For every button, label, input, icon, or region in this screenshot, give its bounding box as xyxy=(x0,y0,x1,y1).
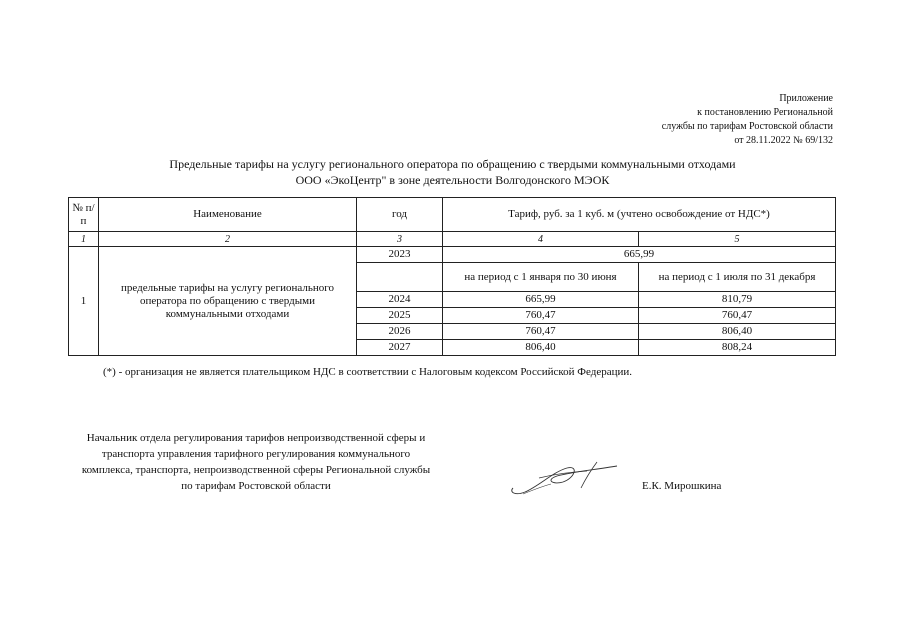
row-number: 1 xyxy=(69,247,99,356)
tariff-value: 665,99 xyxy=(443,247,836,263)
table-header-row xyxy=(69,198,836,232)
title-line-1: Предельные тарифы на услугу регионального оператора по обращению с твердыми коммунальными отходами xyxy=(169,157,736,171)
tariff-value: 806,40 xyxy=(639,324,836,340)
col-number: 5 xyxy=(639,232,836,247)
tariff-value: 810,79 xyxy=(639,292,836,308)
col-number: 3 xyxy=(357,232,443,247)
document-title xyxy=(60,156,845,188)
title-line-2: ООО «ЭкоЦентр" в зоне деятельности Волгодонского МЭОК xyxy=(295,173,610,187)
appendix-line-2: к постановлению Региональной xyxy=(697,107,833,118)
tariff-value: 760,47 xyxy=(443,324,639,340)
year-cell: 2024 xyxy=(357,292,443,308)
tariff-value: 760,47 xyxy=(639,308,836,324)
signer-name: Е.К. Мирошкина xyxy=(642,480,722,492)
tariff-table xyxy=(68,197,836,356)
footnote: (*) - организация не является плательщиком НДС в соответствии с Налоговым кодексом Российской Федерации. xyxy=(103,366,632,378)
column-number-row xyxy=(69,232,836,247)
col-number: 2 xyxy=(99,232,357,247)
year-cell: 2025 xyxy=(357,308,443,324)
tariff-value: 760,47 xyxy=(443,308,639,324)
header-tariff: Тариф, руб. за 1 куб. м (учтено освобождение от НДС*) xyxy=(443,198,836,232)
period-second-half: на период с 1 июля по 31 декабря xyxy=(639,263,836,292)
appendix-line-1: Приложение xyxy=(779,93,833,104)
col-number: 4 xyxy=(443,232,639,247)
appendix-line-4: от 28.11.2022 № 69/132 xyxy=(734,135,833,146)
col-number: 1 xyxy=(69,232,99,247)
appendix-header xyxy=(662,92,833,148)
signer-title: Начальник отдела регулирования тарифов непроизводственной сферы и транспорта управления тарифного регулирования коммунального комплекса, транспорта, непроизводственной сферы Региональной службы по тарифам Ростовской области xyxy=(81,432,431,492)
table-row xyxy=(69,247,836,263)
header-num: № п/п xyxy=(69,198,99,232)
signature-image xyxy=(505,458,625,500)
row-name: предельные тарифы на услугу регионального оператора по обращению с твердыми коммунальными отходами xyxy=(99,247,357,356)
tariff-value: 806,40 xyxy=(443,340,639,356)
period-first-half: на период с 1 января по 30 июня xyxy=(443,263,639,292)
tariff-value: 665,99 xyxy=(443,292,639,308)
year-cell: 2027 xyxy=(357,340,443,356)
header-year: год xyxy=(357,198,443,232)
year-cell: 2023 xyxy=(357,247,443,263)
appendix-line-3: службы по тарифам Ростовской области xyxy=(661,121,833,132)
year-cell-empty xyxy=(357,263,443,292)
tariff-value: 808,24 xyxy=(639,340,836,356)
year-cell: 2026 xyxy=(357,324,443,340)
header-name: Наименование xyxy=(99,198,357,232)
